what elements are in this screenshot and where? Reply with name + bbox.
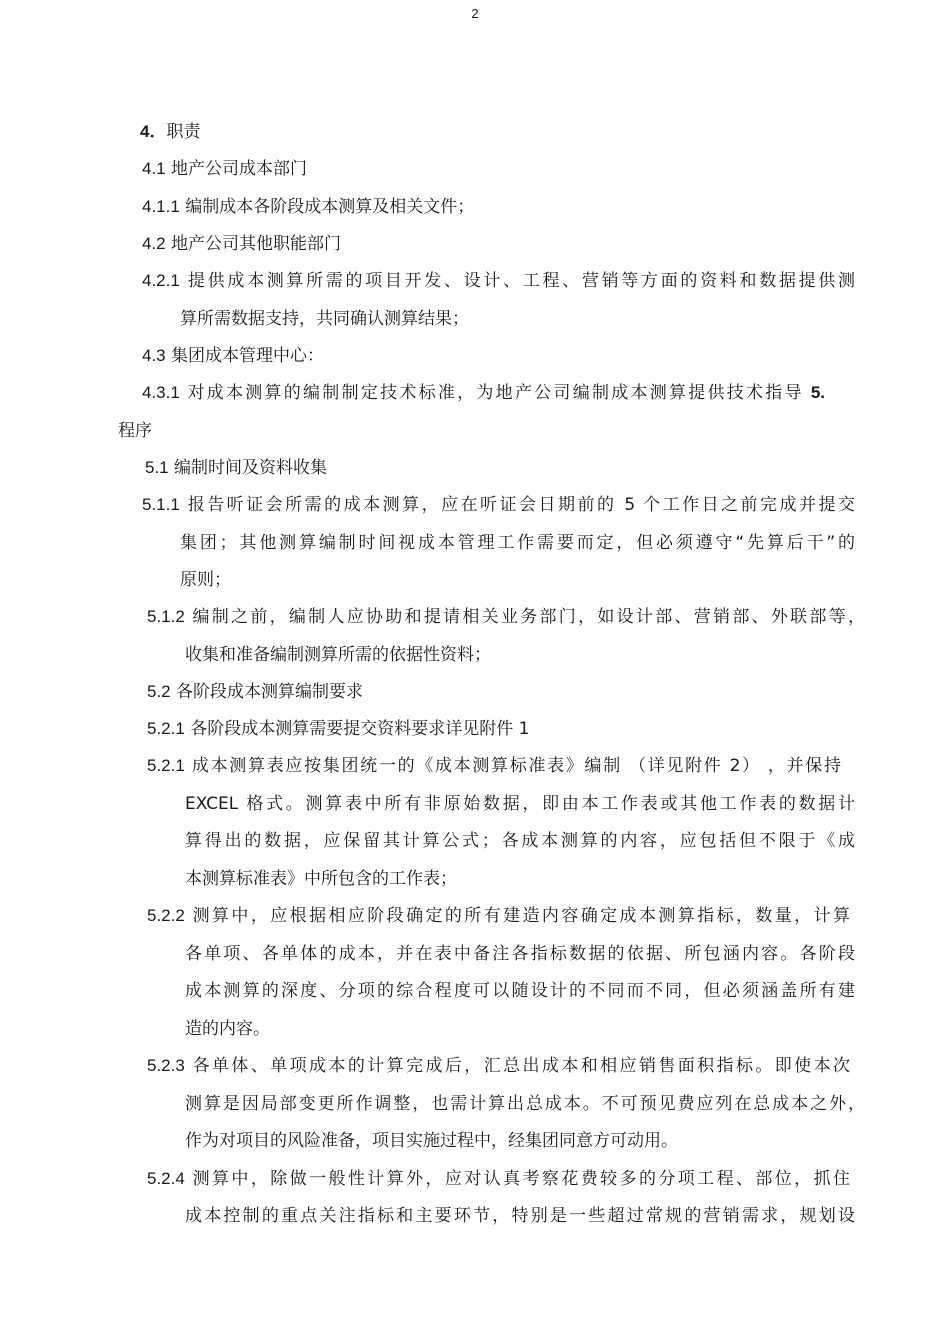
clause-5-2-3 (147, 1055, 850, 1077)
clause-text: 编制成本各阶段成本测算及相关文件； (179, 197, 475, 217)
clause-text: 各单体、单项成本的计算完成后，汇总出成本和相应销售面积指标。即使本次 (184, 1056, 850, 1076)
clause-continuation: 成本控制的重点关注指标和主要环节，特别是一些超过常规的营销需求，规划设 (185, 1206, 855, 1226)
section-title: 编制时间及资料收集 (168, 458, 328, 478)
section-5-title: 程序 (118, 421, 152, 441)
page-number: 2 (471, 6, 479, 21)
section-title: 职责 (166, 122, 201, 142)
section-5-2-heading (147, 681, 363, 703)
clause-text: 对成本测算的编制制定技术标准，为地产公司编制成本测算提供技术指导 (179, 383, 804, 403)
clause-text: 各阶段成本测算需要提交资料要求详见附件 1 (184, 719, 530, 739)
clause-continuation: EXCEL 格式。测算表中所有非原始数据，即由本工作表或其他工作表的数据计 (185, 794, 855, 814)
section-title: 各阶段成本测算编制要求 (170, 682, 364, 702)
clause-continuation: 集团；其他测算编制时间视成本管理工作需要而定，但必须遵守“先算后干”的 (180, 533, 855, 553)
clause-number: 5.2.1 (147, 719, 185, 738)
clause-number: 4.1.1 (142, 197, 180, 216)
clause-text: 测算中，应根据相应阶段确定的所有建造内容确定成本测算指标，数量，计算 (184, 906, 850, 926)
clause-4-3-1 (142, 382, 825, 404)
section-4-3-heading (142, 345, 324, 367)
clause-4-1-1 (142, 196, 474, 218)
clause-5-2-2 (147, 905, 850, 927)
clause-continuation: 本测算标准表》中所包含的工作表； (185, 869, 457, 889)
clause-number: 5.2.4 (147, 1169, 185, 1188)
section-number: 5. (803, 383, 826, 402)
clause-number: 5.2.3 (147, 1056, 185, 1075)
clause-5-2-4 (147, 1168, 850, 1190)
section-4-2-heading (142, 233, 341, 255)
clause-continuation: 成本测算的深度、分项的综合程度可以随设计的不同而不同，但必须涵盖所有建 (185, 981, 855, 1001)
clause-number: 5.2.2 (147, 906, 185, 925)
clause-continuation: 作为对项目的风险准备，项目实施过程中，经集团同意方可动用。 (185, 1131, 678, 1151)
section-title: 地产公司其他职能部门 (165, 234, 342, 254)
clause-continuation: 原则； (180, 570, 231, 590)
section-4-1-heading (142, 158, 307, 180)
clause-5-1-1 (142, 494, 855, 516)
clause-continuation: 算所需数据支持，共同确认测算结果； (180, 309, 469, 329)
clause-continuation: 算得出的数据，应保留其计算公式；各成本测算的内容，应包括但不限于《成 (185, 831, 855, 851)
clause-number: 5.1.1 (142, 495, 180, 514)
clause-text: 测算中，除做一般性计算外，应对认真考察花费较多的分项工程、部位，抓住 (184, 1169, 850, 1189)
clause-5-1-2 (147, 606, 865, 628)
section-number: 5.1 (145, 458, 169, 477)
section-number: 5.2 (147, 682, 171, 701)
clause-number: 5.2.1 (147, 756, 185, 775)
clause-5-2-1-b (147, 755, 841, 777)
section-number: 4.1 (142, 159, 166, 178)
clause-number: 4.2.1 (142, 271, 180, 290)
section-number: 4.2 (142, 234, 166, 253)
section-5-1-heading (145, 457, 327, 479)
section-4-heading (140, 121, 200, 143)
clause-number: 5.1.2 (147, 607, 185, 626)
section-title: 集团成本管理中心： (165, 346, 325, 366)
clause-text: 提供成本测算所需的项目开发、设计、工程、营销等方面的资料和数据提供测 (179, 271, 855, 291)
clause-continuation: 造的内容。 (185, 1019, 270, 1039)
clause-text: 成本测算表应按集团统一的《成本测算标准表》编制 （详见附件 2） ，并保持 (184, 756, 841, 776)
clause-continuation: 各单项、各单体的成本，并在表中备注各指标数据的依据、所包涵内容。各阶段 (185, 944, 855, 964)
section-title: 地产公司成本部门 (165, 159, 308, 179)
clause-continuation: 测算是因局部变更所作调整，也需计算出总成本。不可预见费应列在总成本之外， (185, 1094, 865, 1114)
clause-text: 报告听证会所需的成本测算，应在听证会日期前的 5 个工作日之前完成并提交 (179, 495, 855, 515)
clause-number: 4.3.1 (142, 383, 180, 402)
clause-4-2-1 (142, 270, 855, 292)
clause-text: 编制之前，编制人应协助和提请相关业务部门，如设计部、营销部、外联部等， (184, 607, 865, 627)
clause-5-2-1-a (147, 718, 529, 740)
section-number: 4． (140, 122, 167, 141)
clause-continuation: 收集和准备编制测算所需的依据性资料； (185, 645, 491, 665)
section-number: 4.3 (142, 346, 166, 365)
